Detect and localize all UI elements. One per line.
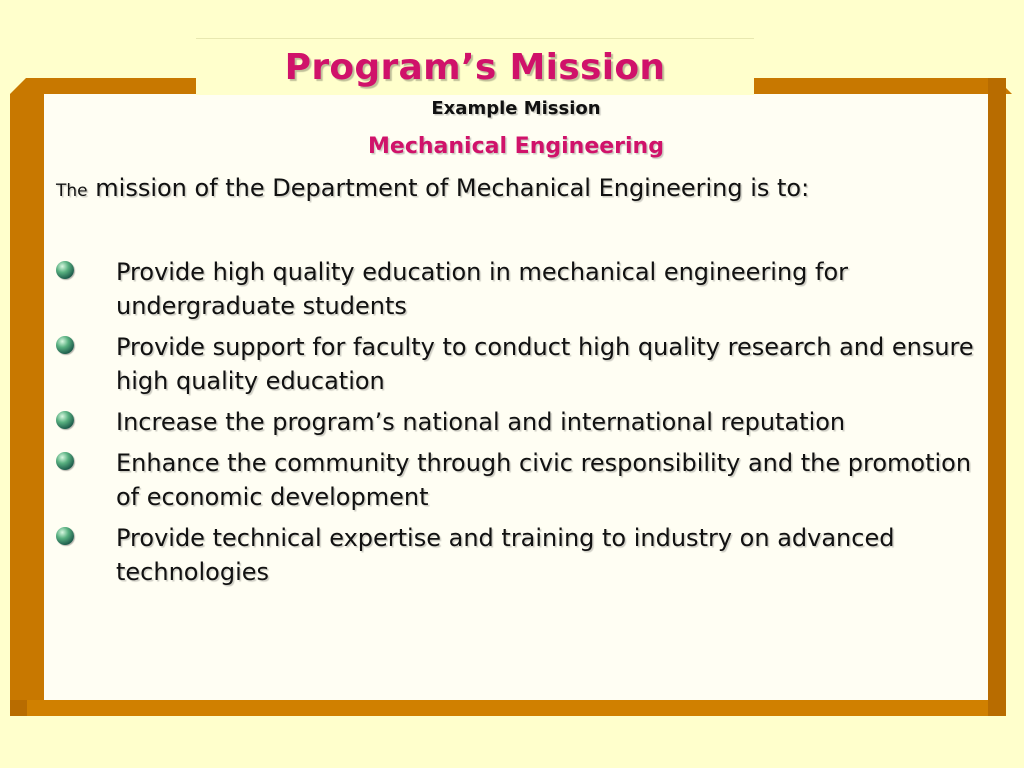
subtitle: Example Mission (431, 98, 601, 119)
bullet-text: Provide support for faculty to conduct high quality research and ensure high quality education (116, 333, 974, 395)
intro-prefix: The (56, 181, 88, 201)
globe-bullet-icon (56, 411, 74, 429)
frame-bottom-face (27, 700, 988, 716)
list-item (56, 521, 986, 589)
intro-sentence (56, 174, 809, 202)
globe-bullet-icon (56, 261, 74, 279)
globe-bullet-icon (56, 452, 74, 470)
bullet-text: Provide technical expertise and training to industry on advanced technologies (116, 524, 895, 586)
bullet-text: Enhance the community through civic responsibility and the promotion of economic development (116, 449, 972, 511)
list-item (56, 405, 986, 439)
title-box (196, 38, 754, 95)
list-item (56, 446, 986, 514)
section-heading: Mechanical Engineering (368, 134, 664, 159)
list-item (56, 330, 986, 398)
globe-bullet-icon (56, 527, 74, 545)
bullet-text: Increase the program’s national and international reputation (116, 408, 846, 436)
slide-title: Program’s Mission (284, 47, 666, 88)
intro-text: mission of the Department of Mechanical Engineering is to: (95, 174, 810, 202)
globe-bullet-icon (56, 336, 74, 354)
frame-left-edge (10, 78, 44, 716)
list-item (56, 255, 986, 323)
bullet-text: Provide high quality education in mechanical engineering for undergraduate students (116, 258, 849, 320)
mission-bullet-list (56, 255, 986, 596)
frame-right-edge (988, 78, 1006, 716)
